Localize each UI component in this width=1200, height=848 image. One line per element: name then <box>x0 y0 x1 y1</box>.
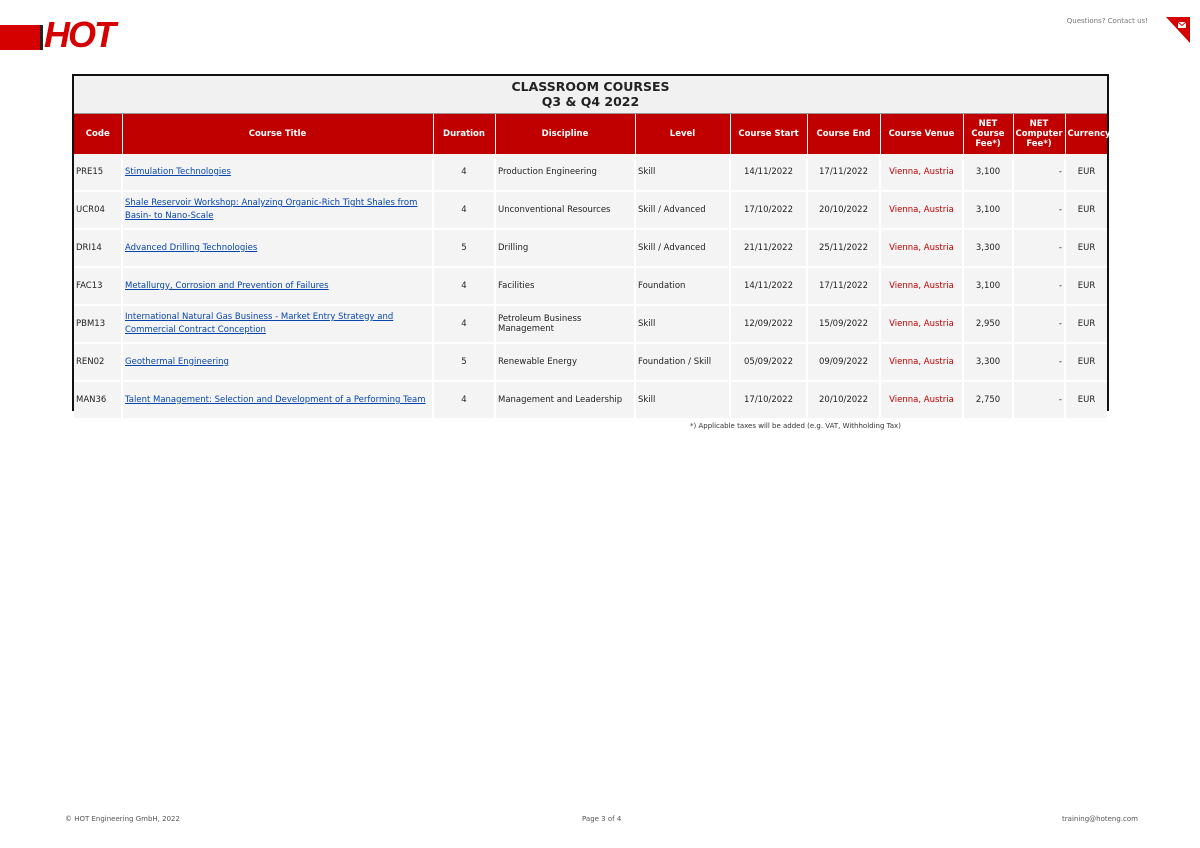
cell-course-end: 25/11/2022 <box>807 229 880 267</box>
cell-course-fee: 3,100 <box>963 154 1013 191</box>
cell-course-fee: 3,300 <box>963 343 1013 381</box>
cell-discipline: Facilities <box>495 267 635 305</box>
cell-venue: Vienna, Austria <box>880 381 963 418</box>
cell-computer-fee: - <box>1013 305 1065 343</box>
cell-course-fee: 2,750 <box>963 381 1013 418</box>
table-row <box>74 381 1107 418</box>
cell-duration: 4 <box>433 305 495 343</box>
cell-course-end: 09/09/2022 <box>807 343 880 381</box>
cell-venue: Vienna, Austria <box>880 191 963 229</box>
cell-level: Skill <box>635 381 730 418</box>
contact-link[interactable]: Questions? Contact us! <box>1066 17 1148 25</box>
course-title-link[interactable]: Advanced Drilling Technologies <box>122 229 433 267</box>
logo-red-bar <box>0 25 40 50</box>
cell-course-end: 20/10/2022 <box>807 191 880 229</box>
cell-duration: 5 <box>433 229 495 267</box>
col-header-computer-fee: NET Computer Fee*) <box>1013 114 1065 154</box>
cell-computer-fee: - <box>1013 229 1065 267</box>
cell-level: Foundation / Skill <box>635 343 730 381</box>
cell-course-start: 17/10/2022 <box>730 191 807 229</box>
logo-text: HOT <box>44 14 114 55</box>
cell-duration: 4 <box>433 154 495 191</box>
col-header-code: Code <box>74 114 122 154</box>
cell-currency: EUR <box>1065 381 1107 418</box>
cell-code: REN02 <box>74 343 122 381</box>
cell-code: PRE15 <box>74 154 122 191</box>
cell-code: DRI14 <box>74 229 122 267</box>
cell-course-end: 17/11/2022 <box>807 154 880 191</box>
cell-duration: 4 <box>433 191 495 229</box>
cell-discipline: Petroleum Business Management <box>495 305 635 343</box>
course-title-link[interactable]: Talent Management: Selection and Development of a Performing Team <box>122 381 433 418</box>
table-row <box>74 267 1107 305</box>
cell-currency: EUR <box>1065 267 1107 305</box>
cell-computer-fee: - <box>1013 154 1065 191</box>
course-title-link[interactable]: Shale Reservoir Workshop: Analyzing Organic-Rich Tight Shales from Basin- to Nano-Scale <box>122 191 433 229</box>
col-header-venue: Course Venue <box>880 114 963 154</box>
course-title-link[interactable]: Metallurgy, Corrosion and Prevention of Failures <box>122 267 433 305</box>
cell-course-fee: 3,100 <box>963 191 1013 229</box>
col-header-start: Course Start <box>730 114 807 154</box>
cell-course-start: 14/11/2022 <box>730 267 807 305</box>
cell-currency: EUR <box>1065 154 1107 191</box>
cell-venue: Vienna, Austria <box>880 305 963 343</box>
cell-computer-fee: - <box>1013 267 1065 305</box>
cell-duration: 4 <box>433 381 495 418</box>
cell-code: MAN36 <box>74 381 122 418</box>
table-title-line1: CLASSROOM COURSES <box>511 79 670 94</box>
cell-discipline: Management and Leadership <box>495 381 635 418</box>
cell-level: Foundation <box>635 267 730 305</box>
footer-copyright: © HOT Engineering GmbH, 2022 <box>65 815 180 823</box>
cell-duration: 5 <box>433 343 495 381</box>
cell-level: Skill / Advanced <box>635 191 730 229</box>
cell-currency: EUR <box>1065 191 1107 229</box>
tax-footnote: *) Applicable taxes will be added (e.g. VAT, Withholding Tax) <box>690 422 901 430</box>
cell-course-end: 17/11/2022 <box>807 267 880 305</box>
cell-computer-fee: - <box>1013 343 1065 381</box>
cell-computer-fee: - <box>1013 381 1065 418</box>
table-row <box>74 305 1107 343</box>
cell-code: FAC13 <box>74 267 122 305</box>
cell-venue: Vienna, Austria <box>880 267 963 305</box>
col-header-course-fee: NET Course Fee*) <box>963 114 1013 154</box>
footer-page-number: Page 3 of 4 <box>582 815 622 823</box>
col-header-title: Course Title <box>122 114 433 154</box>
cell-currency: EUR <box>1065 343 1107 381</box>
cell-code: PBM13 <box>74 305 122 343</box>
cell-discipline: Drilling <box>495 229 635 267</box>
footer-email[interactable]: training@hoteng.com <box>1062 815 1138 823</box>
table-row <box>74 229 1107 267</box>
cell-course-start: 17/10/2022 <box>730 381 807 418</box>
col-header-level: Level <box>635 114 730 154</box>
cell-course-fee: 2,950 <box>963 305 1013 343</box>
header-row <box>74 114 1107 154</box>
cell-computer-fee: - <box>1013 191 1065 229</box>
table-row <box>74 154 1107 191</box>
cell-course-start: 12/09/2022 <box>730 305 807 343</box>
cell-currency: EUR <box>1065 229 1107 267</box>
cell-code: UCR04 <box>74 191 122 229</box>
cell-level: Skill <box>635 154 730 191</box>
cell-currency: EUR <box>1065 305 1107 343</box>
mail-icon[interactable] <box>1166 17 1190 43</box>
course-title-link[interactable]: Geothermal Engineering <box>122 343 433 381</box>
cell-course-fee: 3,300 <box>963 229 1013 267</box>
cell-venue: Vienna, Austria <box>880 229 963 267</box>
table-title-line2: Q3 & Q4 2022 <box>541 94 640 109</box>
courses-grid <box>74 114 1111 418</box>
cell-course-end: 15/09/2022 <box>807 305 880 343</box>
col-header-currency: Currency <box>1065 114 1107 154</box>
company-logo <box>0 14 120 55</box>
col-header-discipline: Discipline <box>495 114 635 154</box>
cell-venue: Vienna, Austria <box>880 343 963 381</box>
cell-course-end: 20/10/2022 <box>807 381 880 418</box>
table-title <box>74 76 1107 114</box>
cell-duration: 4 <box>433 267 495 305</box>
col-header-end: Course End <box>807 114 880 154</box>
courses-table <box>72 74 1109 411</box>
table-row <box>74 343 1107 381</box>
table-row <box>74 191 1107 229</box>
cell-level: Skill <box>635 305 730 343</box>
course-title-link[interactable]: Stimulation Technologies <box>122 154 433 191</box>
cell-discipline: Production Engineering <box>495 154 635 191</box>
cell-course-start: 05/09/2022 <box>730 343 807 381</box>
cell-course-start: 14/11/2022 <box>730 154 807 191</box>
course-title-link[interactable]: International Natural Gas Business - Market Entry Strategy and Commercial Contract Conception <box>122 305 433 343</box>
cell-venue: Vienna, Austria <box>880 154 963 191</box>
cell-level: Skill / Advanced <box>635 229 730 267</box>
cell-course-fee: 3,100 <box>963 267 1013 305</box>
col-header-duration: Duration <box>433 114 495 154</box>
logo-dark-bar <box>40 25 43 50</box>
cell-discipline: Unconventional Resources <box>495 191 635 229</box>
cell-discipline: Renewable Energy <box>495 343 635 381</box>
cell-course-start: 21/11/2022 <box>730 229 807 267</box>
